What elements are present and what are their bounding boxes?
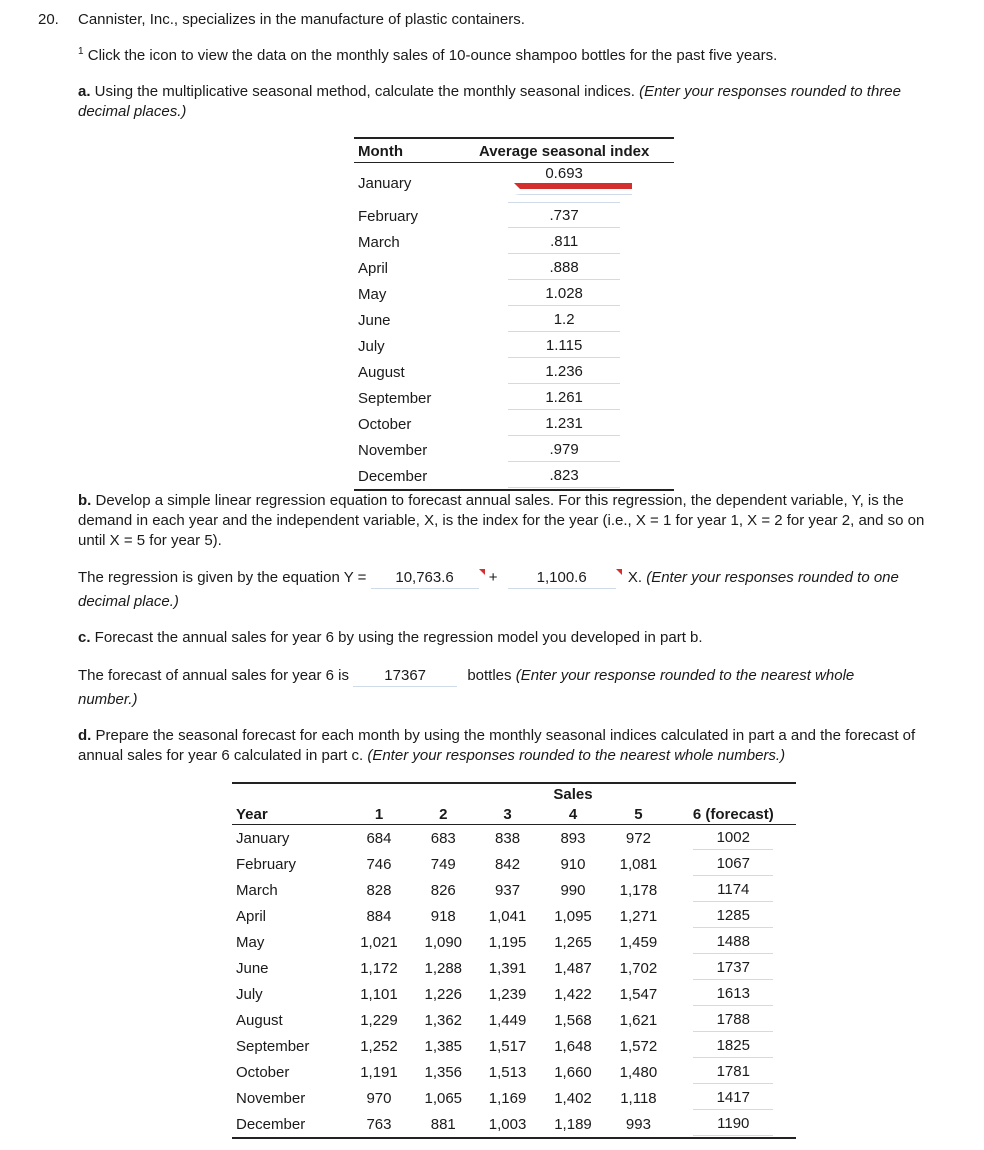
forecast-cell — [671, 929, 796, 955]
forecast-input[interactable] — [353, 667, 457, 687]
sales-cell: 970 — [366, 1089, 392, 1107]
part-b-hint-1: (Enter your responses rounded to one — [646, 569, 899, 586]
index-cell — [454, 163, 674, 204]
sales-cell: 1,090 — [424, 933, 463, 951]
sales-cell: 683 — [430, 829, 456, 847]
index-value: 1.115 — [545, 336, 583, 354]
sales-cell: 1,226 — [424, 985, 463, 1003]
regression-line — [78, 569, 958, 589]
forecast-input[interactable]: 1174 — [693, 879, 773, 902]
sales-cell: 826 — [430, 881, 456, 899]
sales-cell: 1,356 — [424, 1063, 463, 1081]
year-1-header: 1 — [347, 804, 411, 825]
index-input[interactable] — [508, 309, 620, 332]
part-d-hint: (Enter your responses rounded to the nearest whole numbers.) — [367, 747, 786, 764]
month-cell: August — [236, 1011, 283, 1029]
index-input[interactable] — [508, 387, 620, 410]
table-row — [232, 877, 796, 903]
index-value: .979 — [549, 440, 579, 458]
table-row — [232, 955, 796, 981]
index-cell — [454, 385, 674, 411]
table-row — [354, 255, 674, 281]
index-cell — [454, 437, 674, 463]
sales-cell: 1,391 — [488, 959, 527, 977]
index-input[interactable] — [508, 439, 620, 462]
part-c-prompt — [78, 628, 948, 648]
forecast-input[interactable]: 1285 — [693, 905, 773, 928]
index-cell — [454, 359, 674, 385]
index-input[interactable] — [508, 283, 620, 306]
sales-cell: 1,449 — [488, 1011, 527, 1029]
forecast-cell — [671, 981, 796, 1007]
month-cell: July — [236, 985, 263, 1003]
index-cell — [454, 463, 674, 490]
index-value: .737 — [549, 206, 579, 224]
sales-cell: 1,252 — [360, 1037, 398, 1055]
month-cell: August — [358, 363, 405, 381]
month-cell: May — [358, 285, 387, 303]
month-cell: June — [358, 311, 391, 329]
sales-cell: 1,572 — [619, 1037, 658, 1055]
month-cell: February — [358, 207, 419, 225]
part-c-hint-1: (Enter your response rounded to the nearest whole — [515, 667, 855, 684]
sales-cell: 838 — [495, 829, 521, 847]
forecast-cell — [671, 1007, 796, 1033]
index-value: .888 — [549, 258, 579, 276]
part-c-text: Forecast the annual sales for year 6 by using the regression model you developed in part b. — [90, 629, 703, 646]
part-a-label: a. — [78, 83, 91, 100]
table-row — [232, 1059, 796, 1085]
month-cell: December — [358, 467, 428, 485]
sales-cell: 1,065 — [424, 1089, 463, 1107]
forecast-value: 17367 — [384, 667, 427, 684]
month-cell: May — [236, 933, 265, 951]
table-row — [232, 1111, 796, 1138]
sales-cell: 1,513 — [488, 1063, 527, 1081]
index-cell — [454, 281, 674, 307]
sales-cell: 1,480 — [619, 1063, 658, 1081]
month-cell: April — [236, 907, 267, 925]
footnote-mark: 1 — [78, 46, 84, 57]
forecast-input[interactable]: 1737 — [693, 957, 773, 980]
sales-cell: 993 — [625, 1115, 651, 1133]
forecast-prefix: The forecast of annual sales for year 6 is — [78, 667, 349, 684]
index-value: 1.028 — [545, 284, 583, 302]
sales-cell: 1,517 — [488, 1037, 527, 1055]
part-a-prompt — [78, 82, 948, 122]
index-input[interactable] — [508, 335, 620, 358]
table-row — [354, 281, 674, 307]
sales-cell: 1,101 — [360, 985, 398, 1003]
index-cell — [454, 203, 674, 229]
eq-suffix: X. — [627, 569, 643, 586]
forecast-line — [78, 667, 958, 687]
sales-cell: 884 — [366, 907, 392, 925]
forecast-input[interactable]: 1002 — [693, 827, 773, 850]
index-input[interactable] — [508, 163, 620, 203]
sales-cell: 1,172 — [360, 959, 398, 977]
intercept-input[interactable] — [371, 569, 479, 589]
index-header: Average seasonal index — [454, 138, 674, 163]
forecast-header: 6 (forecast) — [671, 804, 796, 825]
forecast-input[interactable]: 1788 — [693, 1009, 773, 1032]
sales-cell: 1,621 — [619, 1011, 658, 1029]
sales-cell: 1,239 — [488, 985, 527, 1003]
flag-marker — [616, 569, 622, 575]
part-b-label: b. — [78, 492, 92, 509]
year-2-header: 2 — [411, 804, 475, 825]
sales-cell: 1,660 — [554, 1063, 592, 1081]
forecast-cell — [671, 1059, 796, 1085]
question-number: 20. — [38, 11, 59, 28]
sales-cell: 1,178 — [619, 881, 658, 899]
index-value: 0.693 — [545, 165, 583, 182]
index-value: 1.236 — [545, 362, 583, 380]
click-text: Click the icon to view the data on the monthly sales of 10-ounce shampoo bottles for the past five years. — [87, 47, 778, 64]
month-cell: September — [358, 389, 432, 407]
month-cell: October — [358, 415, 412, 433]
index-input[interactable] — [508, 465, 620, 488]
forecast-cell — [671, 877, 796, 903]
sales-cell: 1,195 — [488, 933, 527, 951]
part-c-hint-2: number.) — [78, 691, 138, 708]
index-value: 1.261 — [545, 388, 583, 406]
sales-cell: 1,229 — [360, 1011, 398, 1029]
part-d-text: Prepare the seasonal forecast for each month by using the monthly seasonal indices calculated in part a and the forecast of annual sales for year 6 calculated in part c. — [78, 727, 916, 764]
sales-cell: 1,568 — [554, 1011, 592, 1029]
sales-cell: 684 — [366, 829, 392, 847]
sales-cell: 1,021 — [360, 933, 398, 951]
part-d-prompt — [78, 726, 948, 766]
forecast-input[interactable]: 1190 — [693, 1113, 773, 1136]
sales-cell: 1,422 — [554, 985, 592, 1003]
table-row — [354, 229, 674, 255]
index-input[interactable] — [508, 205, 620, 228]
forecast-cell — [671, 851, 796, 877]
index-input[interactable] — [508, 257, 620, 280]
forecast-cell — [671, 1111, 796, 1138]
forecast-cell — [671, 1033, 796, 1059]
year-3-header: 3 — [475, 804, 539, 825]
sales-cell: 763 — [366, 1115, 392, 1133]
part-d-label: d. — [78, 727, 92, 744]
forecast-cell — [671, 903, 796, 929]
part-b-hint-2: decimal place.) — [78, 593, 179, 610]
table-row — [354, 463, 674, 490]
part-a-hint: (Enter your responses rounded to three decimal places.) — [78, 83, 901, 120]
sales-cell: 937 — [495, 881, 521, 899]
forecast-cell — [671, 825, 796, 852]
table-row — [354, 437, 674, 463]
plus-sign: + — [488, 569, 498, 586]
sales-cell: 1,169 — [488, 1089, 527, 1107]
month-cell: November — [358, 441, 428, 459]
part-b-text: Develop a simple linear regression equation to forecast annual sales. For this regression, the dependent variable, Y, is the demand in each year and the independent variable, X, is the index for the year (i.e., X = 1 for year 1, X = 2 for year 2, and so on until X = 5 for year 5). — [78, 492, 925, 549]
month-cell: March — [236, 881, 278, 899]
month-cell: November — [236, 1089, 306, 1107]
flag-marker — [514, 183, 632, 195]
sales-cell: 910 — [560, 855, 586, 873]
table-row — [232, 1007, 796, 1033]
sales-cell: 1,191 — [360, 1063, 398, 1081]
sales-cell: 1,189 — [554, 1115, 592, 1133]
sales-cell: 1,402 — [554, 1089, 592, 1107]
table-row — [354, 359, 674, 385]
sales-cell: 893 — [560, 829, 586, 847]
table-row — [354, 163, 674, 204]
sales-cell: 1,081 — [619, 855, 658, 873]
forecast-input[interactable]: 1417 — [693, 1087, 773, 1110]
month-cell: April — [358, 259, 389, 277]
eq-prefix: The regression is given by the equation Y = — [78, 569, 367, 586]
month-cell: June — [236, 959, 269, 977]
year-5-header: 5 — [606, 804, 670, 825]
sales-cell: 1,385 — [424, 1037, 463, 1055]
table-row — [232, 1085, 796, 1111]
table-row — [232, 1033, 796, 1059]
month-cell: July — [358, 337, 385, 355]
sales-cell: 1,362 — [424, 1011, 463, 1029]
part-b-prompt — [78, 491, 948, 551]
index-input[interactable] — [508, 361, 620, 384]
question-title: Cannister, Inc., specializes in the manufacture of plastic containers. — [78, 11, 525, 28]
forecast-input[interactable]: 1781 — [693, 1061, 773, 1084]
table-row — [232, 851, 796, 877]
index-value: 1.2 — [553, 310, 575, 328]
sales-cell: 828 — [366, 881, 392, 899]
sales-header: Sales — [553, 785, 593, 803]
year-4-header: 4 — [540, 804, 607, 825]
month-header: Month — [354, 138, 454, 163]
index-input[interactable] — [508, 231, 620, 254]
sales-cell: 990 — [560, 881, 586, 899]
table-row — [232, 903, 796, 929]
seasonal-index-table — [354, 137, 674, 491]
sales-cell: 1,271 — [619, 907, 658, 925]
forecast-input[interactable]: 1825 — [693, 1035, 773, 1058]
data-link-line[interactable] — [78, 46, 777, 64]
month-cell: March — [358, 233, 400, 251]
month-cell: February — [236, 855, 297, 873]
index-cell — [454, 333, 674, 359]
forecast-input[interactable]: 1067 — [693, 853, 773, 876]
table-row — [232, 981, 796, 1007]
table-row — [232, 825, 796, 852]
index-input[interactable] — [508, 413, 620, 436]
sales-cell: 1,459 — [619, 933, 658, 951]
sales-cell: 1,487 — [554, 959, 592, 977]
year-header: Year — [232, 804, 347, 825]
intercept-value: 10,763.6 — [395, 569, 454, 586]
sales-cell: 1,547 — [619, 985, 658, 1003]
flag-marker — [479, 569, 485, 575]
month-cell: October — [236, 1063, 290, 1081]
sales-cell: 1,041 — [488, 907, 527, 925]
sales-cell: 1,118 — [620, 1089, 657, 1107]
table-row — [354, 307, 674, 333]
forecast-suffix: bottles — [467, 667, 512, 684]
sales-cell: 1,702 — [619, 959, 658, 977]
month-cell: January — [236, 829, 290, 847]
forecast-input[interactable]: 1488 — [693, 931, 773, 954]
sales-cell: 918 — [430, 907, 456, 925]
month-cell: December — [236, 1115, 306, 1133]
forecast-input[interactable]: 1613 — [693, 983, 773, 1006]
table-row — [354, 203, 674, 229]
sales-cell: 749 — [430, 855, 456, 873]
index-cell — [454, 307, 674, 333]
table-row — [354, 385, 674, 411]
index-cell — [454, 229, 674, 255]
index-value: 1.231 — [545, 414, 583, 432]
sales-cell: 1,288 — [424, 959, 463, 977]
part-c-label: c. — [78, 629, 91, 646]
sales-cell: 1,648 — [554, 1037, 592, 1055]
part-a-text: Using the multiplicative seasonal method, calculate the monthly seasonal indices. — [90, 83, 635, 100]
sales-cell: 881 — [430, 1115, 456, 1133]
table-row — [232, 929, 796, 955]
forecast-cell — [671, 955, 796, 981]
sales-cell: 972 — [625, 829, 651, 847]
month-cell: January — [358, 174, 412, 192]
sales-cell: 1,265 — [554, 933, 592, 951]
index-value: .823 — [549, 466, 579, 484]
slope-value: 1,100.6 — [536, 569, 587, 586]
index-cell — [454, 255, 674, 281]
index-value: .811 — [550, 232, 579, 250]
forecast-cell — [671, 1085, 796, 1111]
seasonal-forecast-table — [232, 782, 796, 1139]
index-cell — [454, 411, 674, 437]
sales-cell: 746 — [366, 855, 392, 873]
slope-input[interactable] — [508, 569, 616, 589]
table-row — [354, 333, 674, 359]
table-row — [354, 411, 674, 437]
sales-cell: 842 — [495, 855, 521, 873]
sales-cell: 1,003 — [488, 1115, 527, 1133]
sales-cell: 1,095 — [554, 907, 592, 925]
month-cell: September — [236, 1037, 310, 1055]
